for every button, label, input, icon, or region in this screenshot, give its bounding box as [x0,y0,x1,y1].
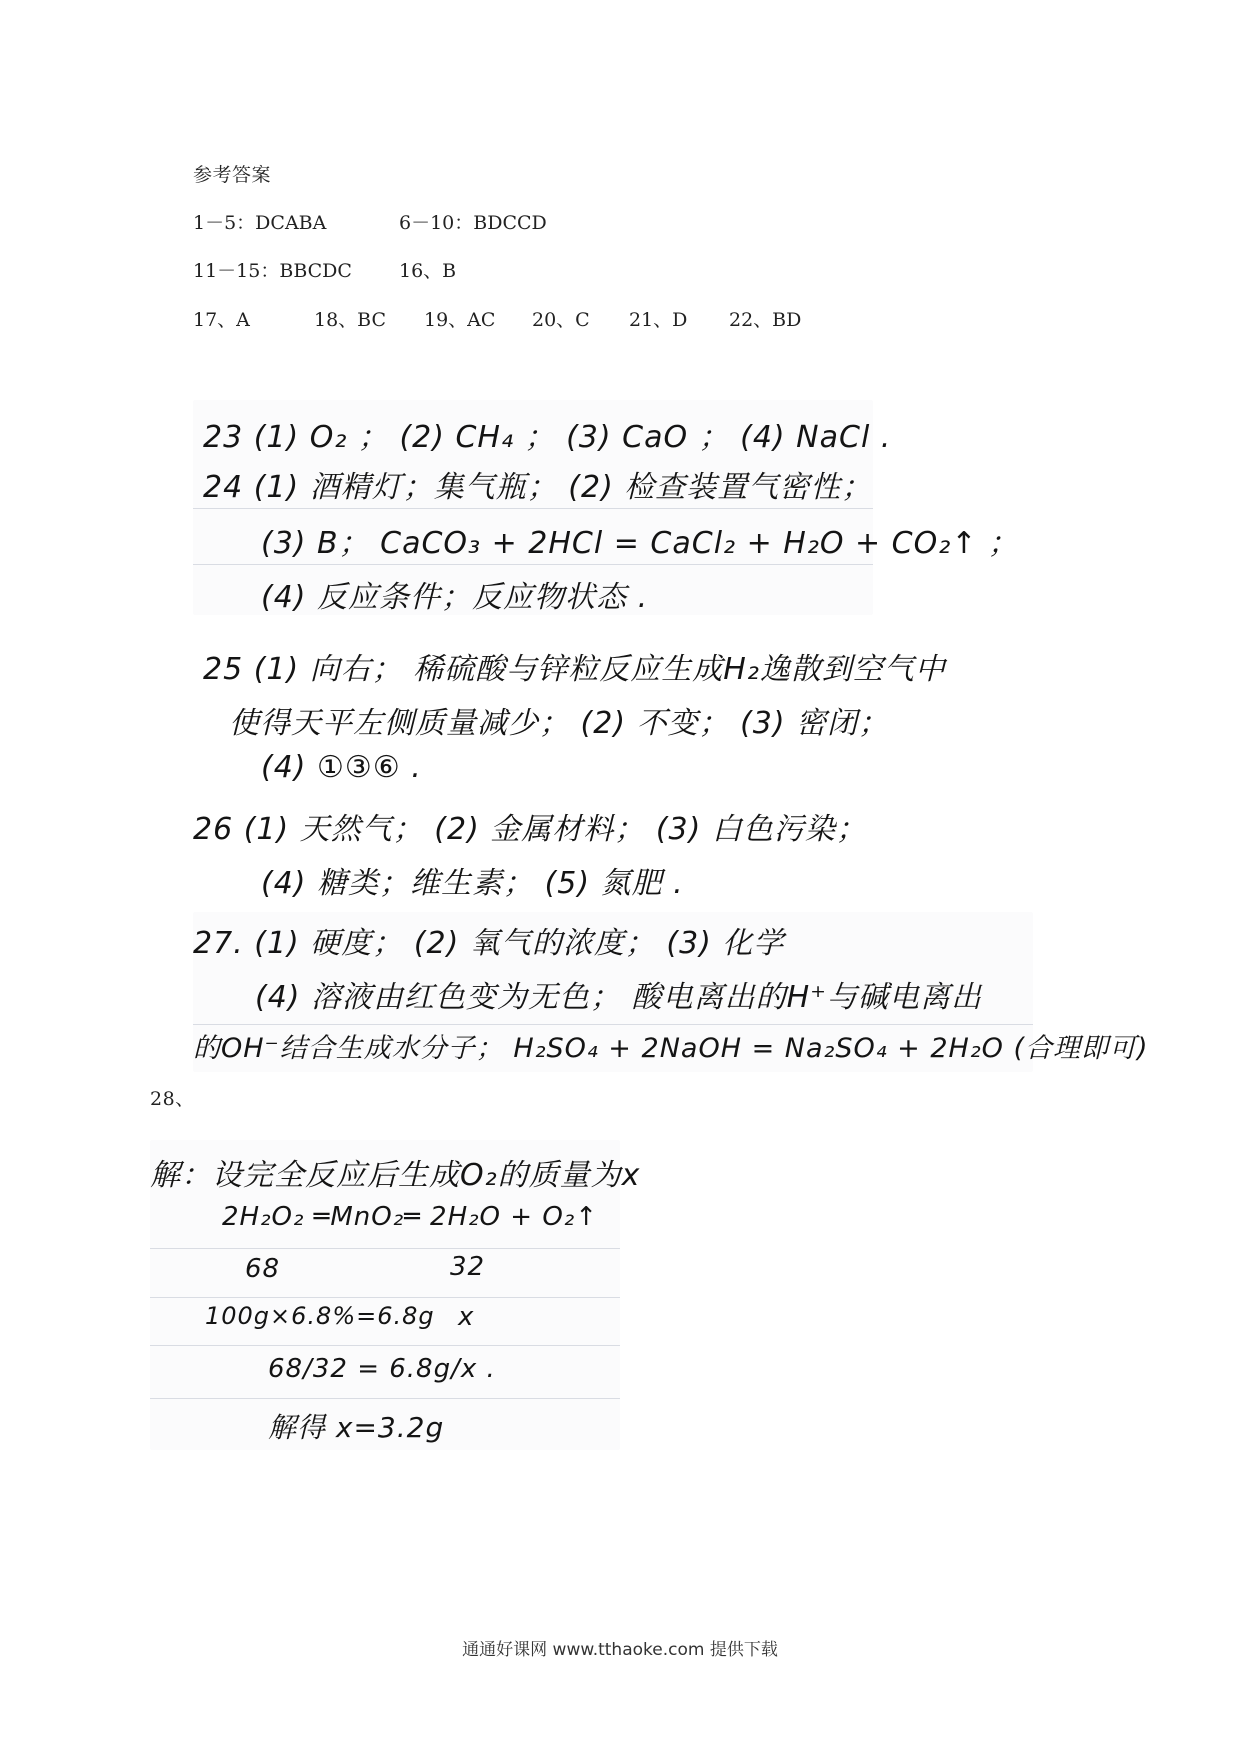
mc-answer: 6－10：BDCCD [399,212,547,234]
handwritten-answer-28 [150,1140,641,1450]
page-footer: 通通好课网 www.tthaoke.com 提供下载 [462,1640,778,1660]
mc-answer: 22、BD [729,309,802,331]
answer-28-given: 100g×6.8%=6.8g [205,1302,435,1330]
answer-24-line-2: (3) B； CaCO₃ + 2HCl = CaCl₂ + H₂O + CO₂↑ ； [261,526,1019,561]
answer-25-line-1: 25 (1) 向右； 稀硫酸与锌粒反应生成H₂逸散到空气中 [203,652,946,687]
answer-23: 23 (1) O₂ ； (2) CH₄ ； (3) CaO ； (4) NaCl . [203,420,892,455]
answer-25-line-2: 使得天平左侧质量减少； (2) 不变； (3) 密闭； [229,706,890,741]
mc-answer: 18、BC [314,309,387,331]
answer-28-result: 解得 x=3.2g [268,1411,445,1444]
answer-27-line-1: 27. (1) 硬度； (2) 氧气的浓度； (3) 化学 [193,926,785,961]
question-28-label: 28、 [150,1088,195,1110]
answer-28-mass-h2o2: 68 [245,1254,281,1284]
answer-28-setup: 解：设完全反应后生成O₂的质量为x [150,1158,641,1193]
answer-28-proportion: 68/32 = 6.8g/x . [268,1354,496,1384]
answer-24-line-3: (4) 反应条件；反应物状态 . [261,580,649,615]
page-title: 参考答案 [193,164,272,186]
mc-answer: 17、A [193,309,250,331]
handwritten-answer-26 [193,800,893,905]
answer-28-equation: 2H₂O₂ ═MnO₂═ 2H₂O + O₂↑ [222,1202,599,1232]
mc-answer: 16、B [399,260,457,282]
mc-answer: 21、D [629,309,688,331]
answer-27-line-2: (4) 溶液由红色变为无色； 酸电离出的H⁺与碱电离出 [255,980,982,1015]
mc-answer: 11－15：BBCDC [193,260,352,282]
answer-24-line-1: 24 (1) 酒精灯；集气瓶； (2) 检查装置气密性； [203,470,873,505]
answer-26-line-2: (4) 糖类；维生素； (5) 氮肥 . [261,866,684,901]
handwritten-answer-27 [193,912,1149,1072]
mc-answer: 1－5：DCABA [193,212,327,234]
answer-28-mass-o2: 32 [450,1252,486,1282]
answer-26-line-1: 26 (1) 天然气； (2) 金属材料； (3) 白色污染； [193,812,867,847]
mc-answer: 20、C [532,309,590,331]
handwritten-answers-23-24 [193,400,1019,615]
answer-28-unknown: x [458,1302,475,1332]
handwritten-answer-25 [193,640,953,790]
answer-27-line-3: 的OH⁻结合生成水分子； H₂SO₄ + 2NaOH = Na₂SO₄ + 2H₂O (合理即可) [193,1033,1149,1064]
answer-25-line-3: (4) ①③⑥ . [261,750,422,785]
mc-answer: 19、AC [424,309,496,331]
